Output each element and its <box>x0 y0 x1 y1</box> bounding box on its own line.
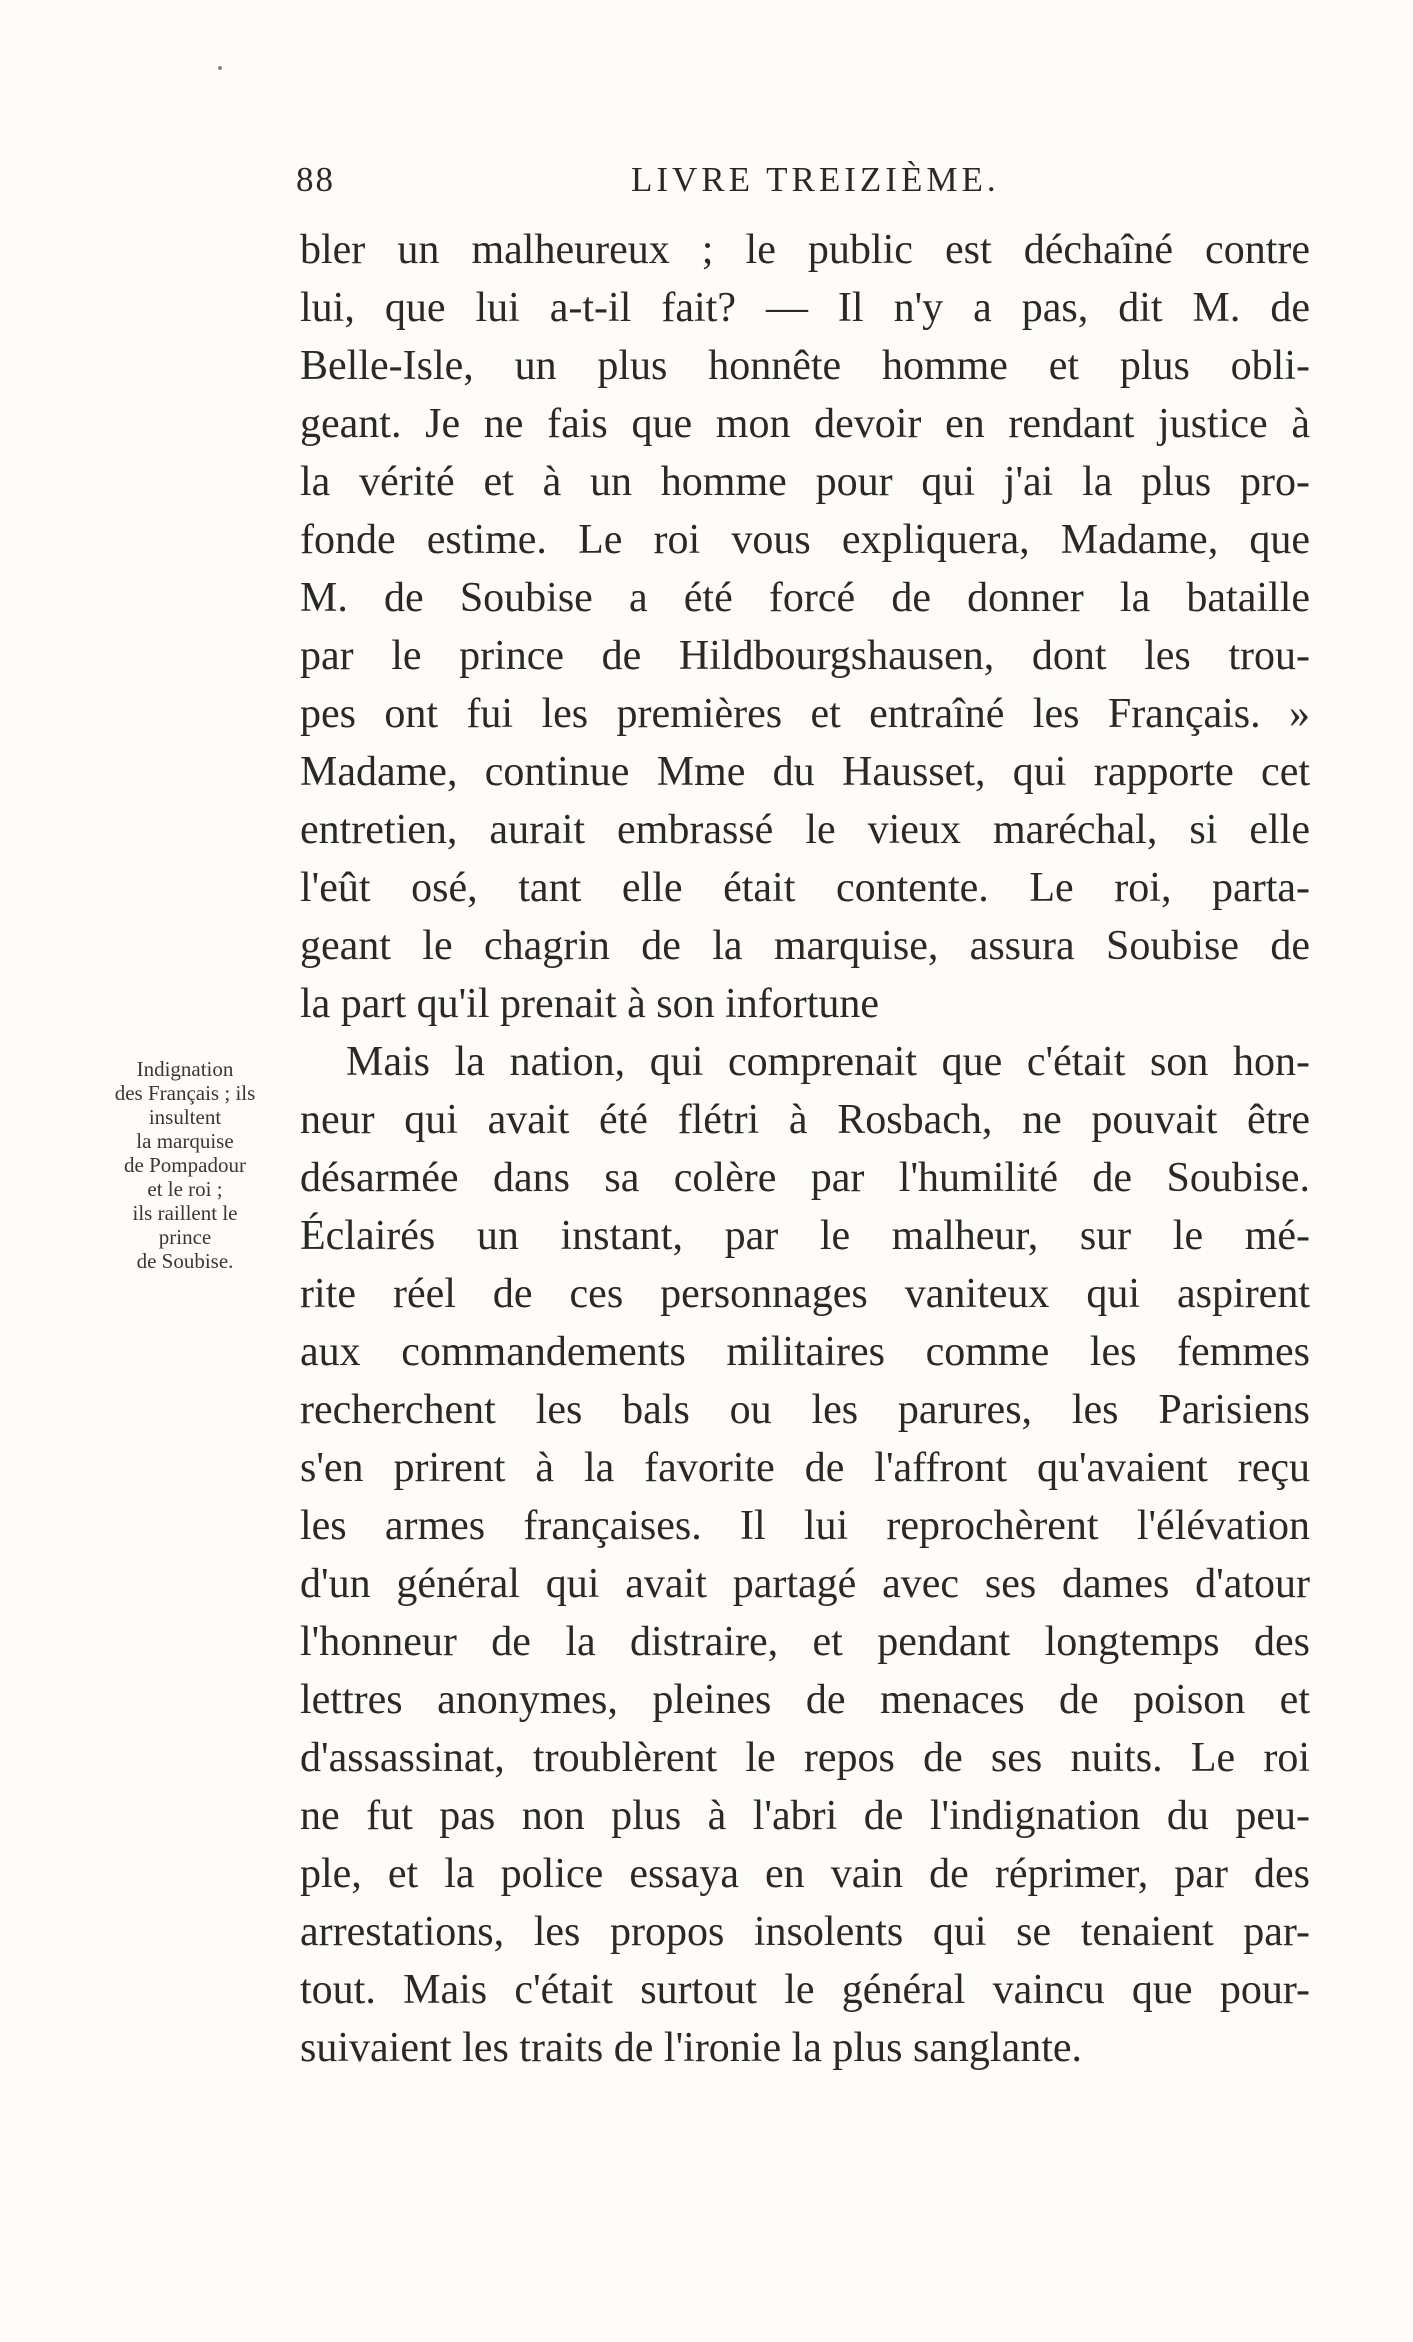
margin-note-line: insultent <box>148 1105 222 1129</box>
text-line: tout. Mais c'était surtout le général vaincu que pour- <box>300 1967 1310 2013</box>
text-line: l'honneur de la distraire, et pendant longtemps des <box>300 1619 1310 1665</box>
text-line: d'assassinat, troublèrent le repos de ses nuits. Le roi <box>300 1735 1310 1781</box>
page-number: 88 <box>296 160 335 199</box>
text-line: suivaient les traits de l'ironie la plus sanglante. <box>300 2025 1083 2071</box>
text-line: la vérité et à un homme pour qui j'ai la plus pro- <box>300 459 1310 505</box>
text-line: fonde estime. Le roi vous expliquera, Madame, que <box>300 517 1310 563</box>
margin-note-line: et le roi ; <box>147 1177 223 1201</box>
text-line: ne fut pas non plus à l'abri de l'indignation du peu- <box>300 1793 1310 1839</box>
text-line: Madame, continue Mme du Hausset, qui rapporte cet <box>300 749 1310 795</box>
text-line: recherchent les bals ou les parures, les Parisiens <box>300 1387 1310 1433</box>
text-line: aux commandements militaires comme les femmes <box>300 1329 1310 1375</box>
margin-note-line: la marquise <box>136 1129 234 1153</box>
text-line: bler un malheureux ; le public est déchaîné contre <box>300 227 1310 273</box>
text-line: ple, et la police essaya en vain de réprimer, par des <box>300 1851 1310 1897</box>
text-line: s'en prirent à la favorite de l'affront qu'avaient reçu <box>300 1445 1310 1491</box>
text-line: M. de Soubise a été forcé de donner la bataille <box>300 575 1310 621</box>
margin-note <box>90 1057 280 1273</box>
text-line: rite réel de ces personnages vaniteux qui aspirent <box>300 1271 1310 1317</box>
text-line: par le prince de Hildbourgshausen, dont les trou- <box>300 633 1310 679</box>
ink-speck <box>218 66 222 70</box>
text-line: Éclairés un instant, par le malheur, sur le mé- <box>300 1213 1310 1259</box>
text-line: l'eût osé, tant elle était contente. Le roi, parta- <box>300 865 1310 911</box>
text-line: arrestations, les propos insolents qui se tenaient par- <box>300 1909 1310 1955</box>
text-line: geant le chagrin de la marquise, assura Soubise de <box>300 923 1310 969</box>
text-line: pes ont fui les premières et entraîné les Français. » <box>300 691 1310 737</box>
text-line: désarmée dans sa colère par l'humilité de Soubise. <box>300 1155 1310 1201</box>
margin-note-line: de Soubise. <box>136 1249 234 1273</box>
margin-note-line: de Pompadour <box>124 1153 246 1177</box>
running-title: LIVRE TREIZIÈME. <box>631 160 1000 199</box>
body-text <box>300 221 1310 2077</box>
margin-note-line: des Français ; ils <box>114 1081 256 1105</box>
text-line: lui, que lui a-t-il fait? — Il n'y a pas, dit M. de <box>300 285 1310 331</box>
text-line: d'un général qui avait partagé avec ses dames d'atour <box>300 1561 1310 1607</box>
page-header <box>296 160 1304 204</box>
text-line: entretien, aurait embrassé le vieux maréchal, si elle <box>300 807 1310 853</box>
text-line: lettres anonymes, pleines de menaces de poison et <box>300 1677 1310 1723</box>
margin-note-line: ils raillent le <box>132 1201 238 1225</box>
paragraph-start-line: Mais la nation, qui comprenait que c'était son hon- <box>346 1039 1310 1085</box>
text-line: Belle-Isle, un plus honnête homme et plus obli- <box>300 343 1310 389</box>
margin-note-line: Indignation <box>136 1057 234 1081</box>
text-line: neur qui avait été flétri à Rosbach, ne pouvait être <box>300 1097 1310 1143</box>
text-line: les armes françaises. Il lui reprochèrent l'élévation <box>300 1503 1310 1549</box>
margin-note-line: prince <box>158 1225 212 1249</box>
text-line: geant. Je ne fais que mon devoir en rendant justice à <box>300 401 1310 447</box>
text-line: la part qu'il prenait à son infortune <box>300 981 880 1027</box>
